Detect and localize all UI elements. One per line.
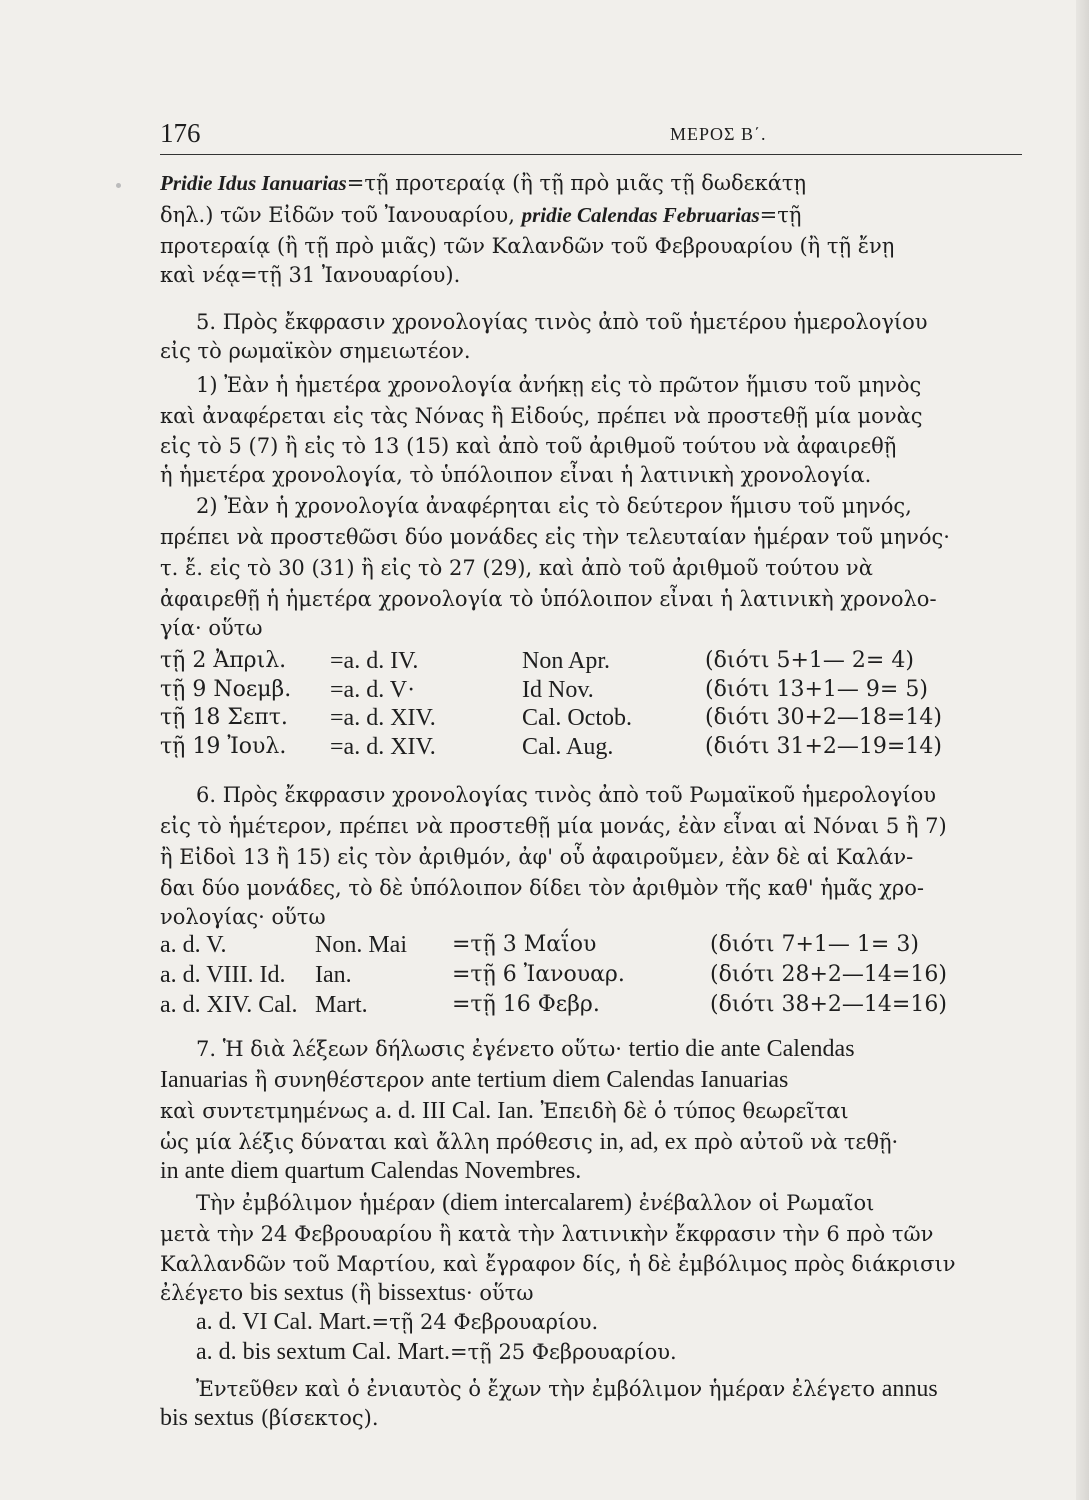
table-row (160, 648, 1020, 680)
greek-text: =τῇ 25 Φεβρουαρίου. (449, 1340, 677, 1364)
latin-phrase: bissextus (378, 1280, 467, 1306)
latin-term: Cal. Octob. (522, 705, 632, 731)
greek-text: ὡς μία λέξις δύναται καὶ ἄλλη πρόθεσις (160, 1130, 593, 1154)
latin-phrase: bis sextus (160, 1405, 255, 1431)
text-line: τ. ἔ. εἰς τὸ 30 (31) ἢ εἰς τὸ 27 (29), καὶ ἀπὸ τοῦ ἀριθμοῦ τούτου νὰ (160, 556, 873, 580)
text-line: μετὰ τὴν 24 Φεβρουαρίου ἢ κατὰ τὴν λατινικὴν ἔκφρασιν τὴν 6 πρὸ τῶν (160, 1222, 934, 1246)
latin-date: =a. d. IV. (330, 648, 419, 674)
latin-phrase: a. d. bis sextum Cal. Mart. (196, 1339, 450, 1365)
text-line: εἰς τὸ 5 (7) ἢ εἰς τὸ 13 (15) καὶ ἀπὸ τοῦ ἀριθμοῦ τούτου νὰ ἀφαιρεθῇ (160, 434, 897, 458)
latin-date: a. d. VIII. Id. (160, 962, 286, 988)
greek-text: =τῇ προτεραίᾳ (ἢ τῇ πρὸ μιᾶς τῇ δωδεκάτῃ (346, 171, 807, 195)
latin-phrase: annus (881, 1376, 938, 1402)
greek-date: τῇ 9 Νοεμβ. (160, 677, 292, 702)
latin-phrase: Ianuarias (160, 1067, 248, 1093)
example-line (196, 1337, 1018, 1367)
text-line (160, 1096, 1018, 1126)
text-line (160, 1127, 1018, 1157)
text-line: προτεραίᾳ (ἢ τῇ πρὸ μιᾶς) τῶν Καλανδῶν τοῦ Φεβρουαρίου (ἢ τῇ ἔνῃ (160, 234, 895, 258)
text-line (160, 1065, 1018, 1095)
calculation: (διότι 38+2—14=16) (710, 992, 947, 1017)
text-line: εἰς τὸ ἡμέτερον, πρέπει νὰ προστεθῇ μία μονάς, ἐὰν εἶναι αἱ Νόναι 5 ἢ 7) (160, 814, 947, 838)
text-line: γία· οὕτω (160, 616, 263, 640)
text-line: εἰς τὸ ρωμαϊκὸν σημειωτέον. (160, 339, 471, 363)
text-line: ἢ Εἰδοὶ 13 ἢ 15) εἰς τὸν ἀριθμόν, ἀφ' οὗ ἀφαιροῦμεν, ἐὰν δὲ αἱ Καλάν- (160, 845, 914, 869)
text-line: in ante diem quartum Calendas Novembres. (160, 1158, 582, 1184)
greek-text: καὶ συντετμημένως (160, 1099, 369, 1123)
text-line: Καλλανδῶν τοῦ Μαρτίου, καὶ ἔγραφον δίς, ἡ δὲ ἐμβόλιμος πρὸς διάκρισιν (160, 1252, 956, 1276)
greek-date: τῇ 18 Σεπτ. (160, 705, 288, 730)
page-edge (1076, 0, 1089, 1500)
text-line: ἡ ἡμετέρα χρονολογία, τὸ ὑπόλοιπον εἶναι ἡ λατινικὴ χρονολογία. (160, 463, 872, 487)
latin-term: Cal. Aug. (522, 734, 614, 760)
table-row (160, 932, 1020, 964)
page-header (160, 118, 1022, 155)
greek-text: ἐλέγετο (160, 1281, 244, 1305)
greek-text: · οὕτω (466, 1281, 534, 1305)
text-line (160, 1278, 1018, 1308)
greek-text: =τῇ (759, 203, 802, 227)
greek-text: =τῇ 24 Φεβρουαρίου. (371, 1310, 599, 1334)
latin-date: a. d. XIV. Cal. (160, 992, 298, 1018)
latin-date: =a. d. XIV. (330, 734, 436, 760)
latin-phrase: Pridie Idus Ianuarias (160, 171, 347, 195)
text-line (160, 200, 1018, 230)
calculation: (διότι 28+2—14=16) (710, 962, 947, 987)
latin-date: a. d. V. (160, 932, 227, 958)
text-line (160, 1403, 1018, 1433)
text-line: ἀφαιρεθῇ ἡ ἡμετέρα χρονολογία τὸ ὑπόλοιπον εἶναι ἡ λατινικὴ χρονολο- (160, 587, 937, 611)
greek-date: =τῇ 16 Φεβρ. (452, 992, 600, 1017)
latin-term: Non. Mai (315, 932, 407, 958)
calculation: (διότι 7+1— 1= 3) (710, 932, 919, 957)
greek-text: 7. Ἡ διὰ λέξεων δήλωσις ἐγένετο οὕτω· (196, 1037, 622, 1061)
calculation: (διότι 30+2—18=14) (705, 705, 942, 730)
greek-text: (ἢ (350, 1281, 372, 1305)
latin-phrase: bis sextus (249, 1280, 344, 1306)
latin-term: Non Apr. (522, 648, 611, 674)
text-line (160, 168, 1018, 198)
greek-text: πρὸ αὐτοῦ νὰ τεθῇ· (694, 1130, 899, 1154)
text-line (196, 1188, 1018, 1218)
latin-phrase: in, ad, ex (599, 1129, 688, 1155)
greek-text: Τὴν ἐμβόλιμον ἡμέραν (196, 1191, 436, 1215)
greek-date: =τῇ 3 Μαΐου (452, 932, 597, 957)
table-row (160, 992, 1020, 1024)
latin-phrase: tertio die ante Calendas (628, 1036, 855, 1062)
text-line (196, 1374, 1018, 1404)
section-5-heading: 5. Πρὸς ἔκφρασιν χρονολογίας τινὸς ἀπὸ τοῦ ἡμετέρου ἡμερολογίου (196, 310, 928, 334)
text-line: καὶ νέᾳ=τῇ 31 Ἰανουαρίου). (160, 263, 461, 287)
latin-phrase: (diem intercalarem) (442, 1190, 632, 1216)
greek-date: τῇ 2 Ἀπριλ. (160, 648, 287, 673)
latin-term: Mart. (315, 992, 368, 1018)
table-row (160, 705, 1020, 737)
calculation: (διότι 31+2—19=14) (705, 734, 942, 759)
latin-term: Ian. (315, 962, 352, 988)
latin-phrase: pridie Calendas Februarias (521, 203, 760, 227)
greek-text: Ἐπειδὴ δὲ ὁ τύπος θεωρεῖται (540, 1099, 849, 1123)
calculation: (διότι 13+1— 9= 5) (705, 677, 928, 702)
text-line: νολογίας· οὕτω (160, 905, 326, 929)
latin-term: Id Nov. (522, 677, 594, 703)
text-line: πρέπει νὰ προστεθῶσι δύο μονάδες εἰς τὴν τελευταίαν ἡμέραν τοῦ μηνός· (160, 525, 950, 549)
latin-date: =a. d. XIV. (330, 705, 436, 731)
latin-phrase: a. d. III Cal. Ian. (375, 1098, 534, 1124)
text-line: καὶ ἀναφέρεται εἰς τὰς Νόνας ἢ Εἰδούς, πρέπει νὰ προστεθῇ μία μονὰς (160, 404, 923, 428)
greek-text: (βίσεκτος). (260, 1406, 379, 1430)
greek-text: δηλ.) τῶν Εἰδῶν τοῦ Ἰανουαρίου, (160, 203, 515, 227)
page-number: 176 (160, 118, 201, 148)
latin-phrase: ante tertium diem Calendas Ianuarias (431, 1067, 789, 1093)
text-line: 1) Ἐὰν ἡ ἡμετέρα χρονολογία ἀνήκῃ εἰς τὸ πρῶτον ἥμισυ τοῦ μηνὸς (196, 373, 922, 397)
table-row (160, 962, 1020, 994)
running-head: ΜΕΡΟΣ Β΄. (670, 124, 767, 144)
greek-text: Ἐντεῦθεν καὶ ὁ ἐνιαυτὸς ὁ ἔχων τὴν ἐμβόλιμον ἡμέραν ἐλέγετο (196, 1377, 876, 1401)
table-row (160, 734, 1020, 766)
greek-text: ἢ συνηθέστερον (254, 1068, 425, 1092)
latin-date: =a. d. V· (330, 677, 416, 703)
text-line: δαι δύο μονάδες, τὸ δὲ ὑπόλοιπον δίδει τὸν ἀριθμὸν τῆς καθ' ἡμᾶς χρο- (160, 876, 924, 900)
greek-text: ἐνέβαλλον οἱ Ρωμαῖοι (638, 1191, 875, 1215)
greek-date: τῇ 19 Ἰουλ. (160, 734, 287, 759)
text-line: 2) Ἐὰν ἡ χρονολογία ἀναφέρηται εἰς τὸ δεύτερον ἥμισυ τοῦ μηνός, (196, 494, 912, 518)
section-6-heading: 6. Πρὸς ἔκφρασιν χρονολογίας τινὸς ἀπὸ τοῦ Ρωμαϊκοῦ ἡμερολογίου (196, 783, 937, 807)
greek-date: =τῇ 6 Ἰανουαρ. (452, 962, 625, 987)
paper-mark (116, 183, 121, 188)
example-line (196, 1307, 1018, 1337)
section-7-heading (196, 1034, 1018, 1064)
calculation: (διότι 5+1— 2= 4) (705, 648, 914, 673)
latin-phrase: a. d. VI Cal. Mart. (196, 1309, 372, 1335)
